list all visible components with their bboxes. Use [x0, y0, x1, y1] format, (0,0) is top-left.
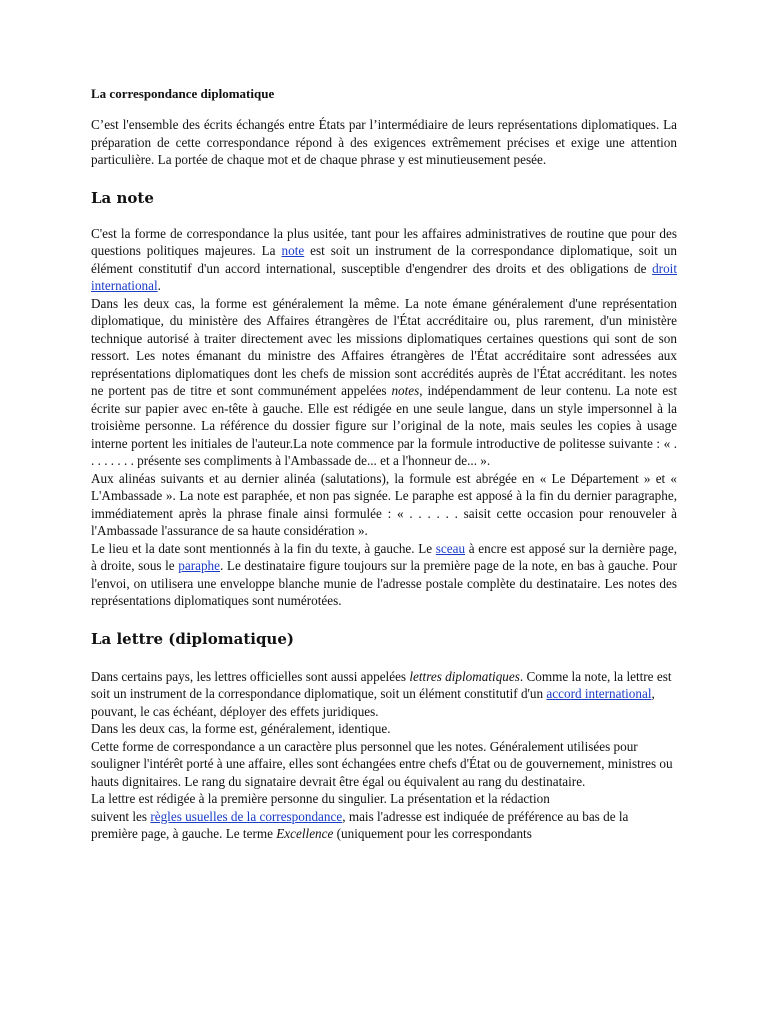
document-title: La correspondance diplomatique [91, 86, 275, 101]
note-p2-emphasis: notes [391, 383, 420, 398]
lettre-p5-text-b: , mais l'adresse est indiquée de préférence au bas de la première page, à gauche. Le terme [91, 808, 629, 841]
lettre-paragraph-4: La lettre est rédigée à la première personne du singulier. La présentation et la rédaction [91, 791, 550, 806]
section-heading-lettre: La lettre (diplomatique) [91, 629, 294, 648]
lettre-paragraph-5 [91, 808, 677, 843]
note-p2-text-b: , indépendamment de leur contenu. La note est écrite sur papier avec en-tête à gauche. Elle est rédigée en une seule langue, dans un style impersonnel à la troisième personne. La référence du dossier figure sur l’original de la note, mais seules les copies à usage interne portent les initiales de l'auteur.La note commence par la formule introductive de politesse suivante : « . . . . . . . . présente ses compliments à l'Ambassade de... et a l'honneur de... ». [91, 383, 677, 468]
note-p1-text-a: C'est la forme de correspondance la plus usitée, tant pour les affaires administratives de routine que pour des questions politiques majeures. La [91, 225, 677, 258]
note-p1-text-c: . [157, 278, 161, 293]
note-paragraph-3: Aux alinéas suivants et au dernier alinéa (salutations), la formule est abrégée en « Le Département » et « L'Ambassade ». La note est paraphée, et non pas signée. Le paraphe est apposé à la fin du dernier paragraphe, immédiatement après la phrase finale ainsi formulée : « . . . . . . saisit cette occasion pour renouveler à l'Ambassade l'assurance de sa haute considération ». [91, 470, 677, 538]
lettre-p5-text-c: (uniquement pour les correspondants [333, 826, 532, 841]
note-p2-text-a: Dans les deux cas, la forme est généralement la même. La note émane généralement d'une représentation diplomatique, du ministère des Affaires étrangères de l'État accréditaire ou, plus rarement, d'un ministère technique autorisé à traiter directement avec les missions diplomatiques certaines questions qui sont de son ressort. Les notes émanant du ministre des Affaires étrangères de l'État accréditaire sont adressées aux représentations diplomatiques dont les chefs de mission sont accrédités auprès de l'État accréditant. les notes ne portent pas de titre et sont communément appelées [91, 295, 677, 398]
link-regles-usuelles[interactable]: règles usuelles de la correspondance [150, 808, 343, 824]
note-paragraph-2 [91, 295, 677, 470]
lettre-paragraph-1 [91, 668, 677, 721]
link-accord-international[interactable]: accord international [546, 686, 652, 701]
note-paragraph-1 [91, 225, 677, 295]
lettre-paragraph-2: Dans les deux cas, la forme est, généralement, identique. [91, 721, 391, 736]
lettre-paragraph-3: Cette forme de correspondance a un caractère plus personnel que les notes. Généralement utilisées pour souligner l'intérêt porté à une affaire, elles sont échangées entre chefs d'État ou de gouvernement, ministres ou hauts dignitaires. Le rang du signataire devrait être égal ou équivalent au rang du destinataire. [91, 738, 673, 789]
link-note[interactable]: note [281, 243, 305, 258]
lettre-p1-emphasis: lettres diplomatiques [409, 668, 520, 684]
note-p4-text-c: . Le destinataire figure toujours sur la première page de la note, en bas à gauche. Pour l'envoi, on utilisera une enveloppe blanche munie de l'adresse postale complète du destinataire. Les notes des représentations diplomatiques sont numérotées. [91, 558, 677, 608]
link-sceau[interactable]: sceau [435, 540, 466, 556]
link-paraphe[interactable]: paraphe [178, 558, 220, 573]
note-p4-text-b: à encre est apposé sur la dernière page, à droite, sous le [91, 540, 678, 573]
note-p1-text-b: est soit un instrument de la correspondance diplomatique, soit un élément constitutif d'un accord international, susceptible d'engendrer des droits et des obligations de [91, 243, 677, 276]
lettre-p5-emphasis: Excellence [276, 826, 334, 841]
note-paragraph-4 [91, 540, 677, 610]
note-p4-text-a: Le lieu et la date sont mentionnés à la fin du texte, à gauche. Le [91, 540, 436, 556]
intro-paragraph: C’est l'ensemble des écrits échangés entre États par l’intermédiaire de leurs représentations diplomatiques. La préparation de cette correspondance répond à des exigences extrêmement précises et exige une attention particulière. La portée de chaque mot et de chaque phrase y est minutieusement pesée. [91, 117, 677, 167]
lettre-p1-text-b: . Comme la note, la lettre est soit un instrument de la correspondance diplomatique, soit un élément constitutif d'un [91, 668, 672, 701]
lettre-p1-text-a: Dans certains pays, les lettres officielles sont aussi appelées [91, 668, 410, 684]
lettre-p5-text-a: suivent les [91, 808, 151, 824]
link-droit-international[interactable]: droit international [91, 260, 677, 293]
lettre-p1-text-c: , pouvant, le cas échéant, déployer des effets juridiques. [91, 686, 655, 719]
section-heading-note: La note [91, 188, 154, 207]
